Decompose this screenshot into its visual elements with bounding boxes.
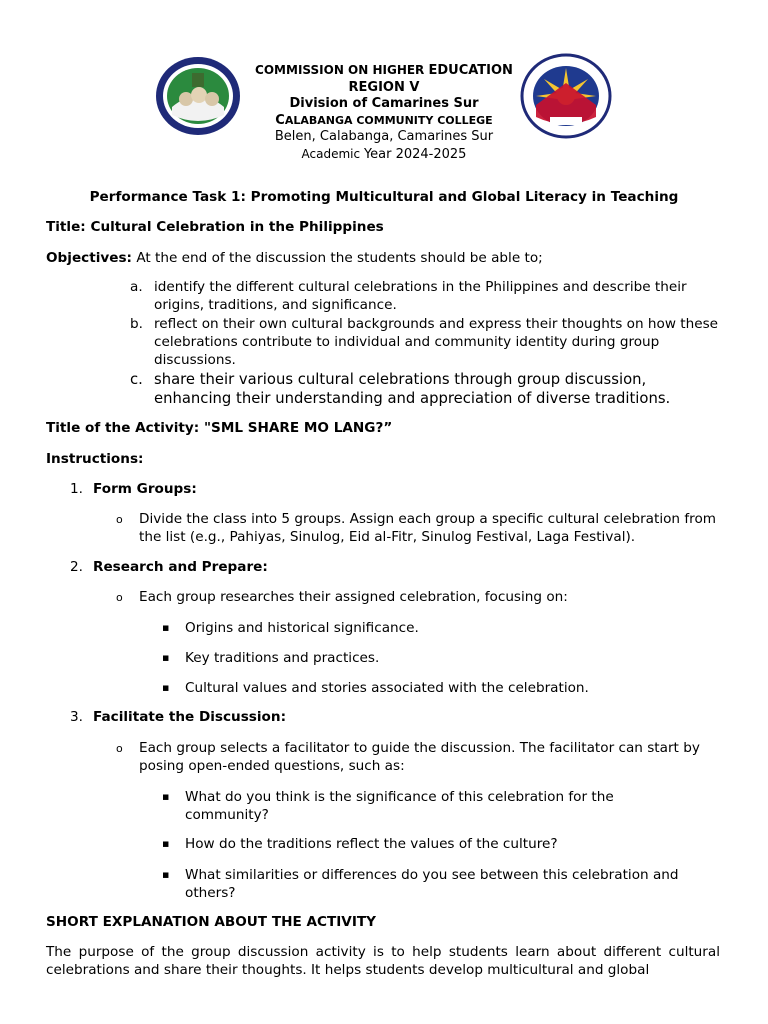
celebration-title: Title: Cultural Celebration in the Philippines (46, 219, 384, 235)
header-academic-year: Academic Year 2024-2025 (301, 146, 467, 162)
explanation-heading: SHORT EXPLANATION ABOUT THE ACTIVITY (46, 914, 377, 930)
header-address: Belen, Calabanga, Camarines Sur (274, 129, 494, 144)
square-bullet: ▪ (162, 790, 170, 803)
step-title: Form Groups: (93, 481, 197, 497)
square-bullet: ▪ (162, 621, 170, 634)
header-college: CALABANGA COMMUNITY COLLEGE (275, 112, 493, 128)
bullet-item: What similarities or differences do you see between this celebration and others? (185, 867, 679, 901)
objective-marker: a. (130, 279, 143, 295)
square-bullet: ▪ (162, 837, 170, 850)
square-bullet: ▪ (162, 651, 170, 664)
bullet-item: What do you think is the significance of this celebration for the community? (185, 789, 614, 823)
bullet-item: How do the traditions reflect the values of the culture? (185, 836, 558, 852)
header-region: REGION V (348, 79, 420, 95)
circle-bullet: o (116, 742, 123, 755)
objective-item: share their various cultural celebrations through group discussion, enhancing their understanding and appreciation of diverse traditions. (154, 371, 671, 407)
objective-item: reflect on their own cultural backgrounds and express their thoughts on how these celebrations contribute to individual and community identity during group discussions. (154, 316, 719, 368)
square-bullet: ▪ (162, 868, 170, 881)
calabanga-college-logo (154, 55, 242, 137)
circle-bullet: o (116, 513, 123, 526)
step-title: Facilitate the Discussion: (93, 709, 287, 725)
objective-item: identify the different cultural celebrations in the Philippines and describe their origins, traditions, and significance. (154, 279, 687, 313)
step-number: 1. (70, 481, 83, 497)
ched-seal-logo (520, 53, 612, 139)
bullet-item: Origins and historical significance. (185, 620, 419, 636)
document-header (240, 62, 528, 163)
objectives-intro: Objectives: At the end of the discussion the students should be able to; (46, 250, 543, 266)
step-number: 2. (70, 559, 83, 575)
objective-marker: b. (130, 316, 143, 332)
bullet-item: Key traditions and practices. (185, 650, 380, 666)
step-description: Each group selects a facilitator to guide the discussion. The facilitator can start by posing open-ended questions, such as: (139, 740, 700, 774)
bullet-item: Cultural values and stories associated with the celebration. (185, 680, 589, 696)
activity-title: Title of the Activity: "SML SHARE MO LANG?” (46, 420, 393, 436)
step-description: Divide the class into 5 groups. Assign each group a specific cultural celebration from the list (e.g., Pahiyas, Sinulog, Eid al-Fitr, Sinulog Festival, Laga Festival). (139, 511, 717, 545)
instructions-label: Instructions: (46, 451, 144, 467)
step-title: Research and Prepare: (93, 559, 268, 575)
step-number: 3. (70, 709, 83, 725)
task-title: Performance Task 1: Promoting Multicultural and Global Literacy in Teaching (89, 189, 679, 205)
step-description: Each group researches their assigned celebration, focusing on: (139, 589, 568, 605)
header-commission: COMMISSION ON HIGHER EDUCATION (255, 63, 513, 78)
square-bullet: ▪ (162, 681, 170, 694)
header-division: Division of Camarines Sur (289, 96, 479, 111)
explanation-body: The purpose of the group discussion activity is to help students learn about different cultural celebrations and share their thoughts. It helps students develop multicultural and global (46, 944, 720, 978)
circle-bullet: o (116, 591, 123, 604)
objective-marker: c. (130, 371, 143, 388)
